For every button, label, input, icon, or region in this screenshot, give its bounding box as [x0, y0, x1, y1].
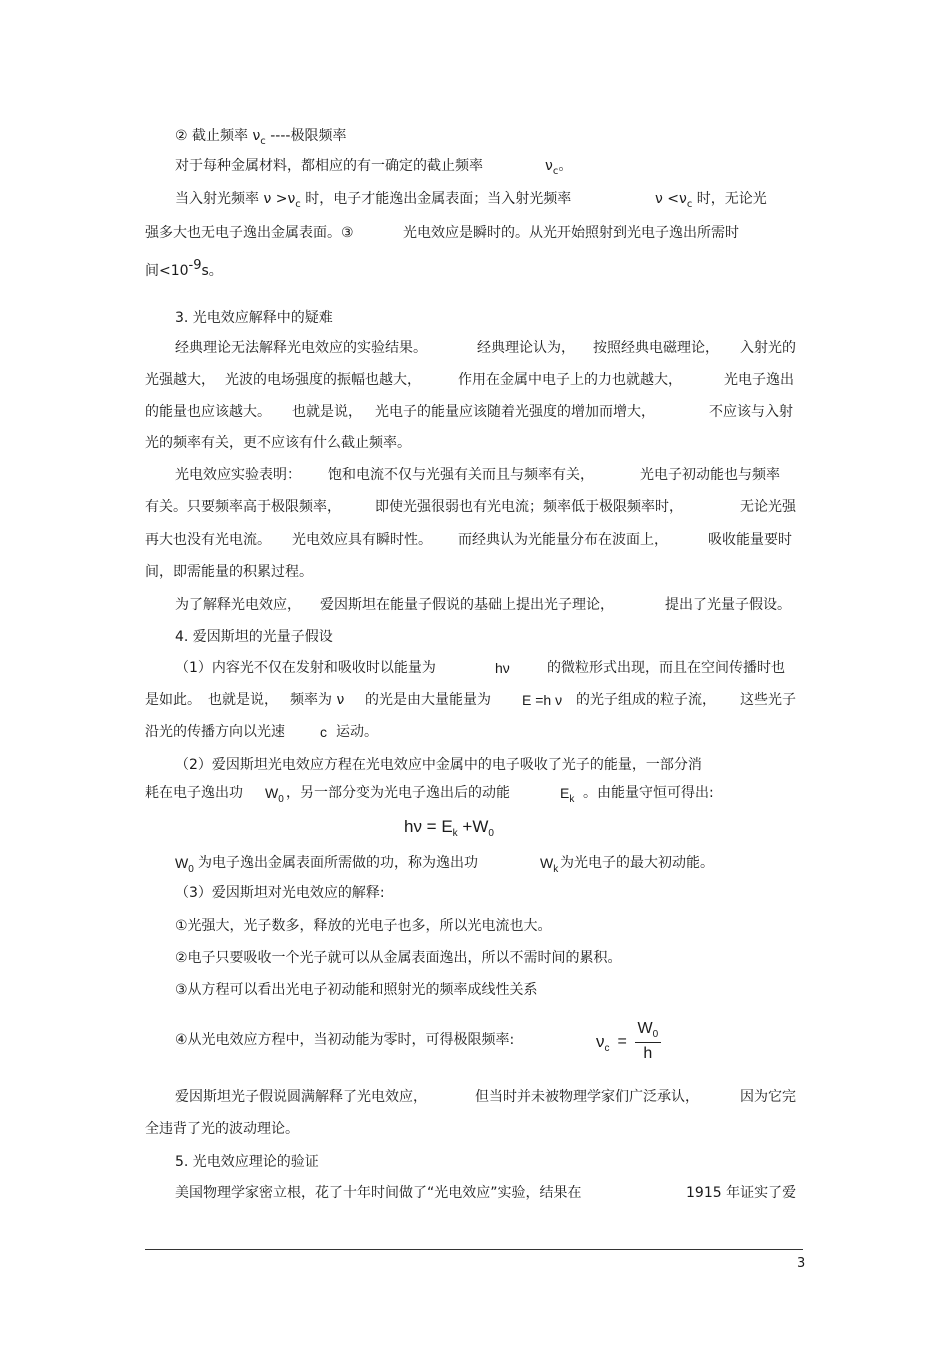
subscript: c: [686, 199, 693, 210]
para-line: [365, 690, 491, 710]
section-3-heading: [175, 308, 333, 328]
formula-photon-energy: [522, 690, 562, 710]
line-cutoff-symbol: [545, 156, 572, 178]
cutoff-frequency-formula: [596, 1019, 661, 1064]
line-instant-a: [145, 223, 354, 243]
para-line: [292, 530, 432, 550]
text: 耗在电子逸出功: [145, 785, 243, 801]
text: 沿光的传播方向以光速: [145, 724, 285, 740]
text: 也就是说，: [208, 692, 278, 708]
text: 饱和电流不仅与光强有关而且与频率有关，: [328, 467, 594, 483]
numerator: [638, 1019, 659, 1041]
text: 提出了光量子假设。: [665, 597, 791, 613]
text: W: [265, 785, 279, 801]
para-line: [145, 562, 313, 582]
subscript: k: [452, 828, 458, 839]
subscript: k: [553, 864, 559, 875]
text: 不应该与入射: [709, 404, 793, 420]
subscript: k: [569, 794, 575, 805]
text: ----极限频率: [265, 128, 347, 144]
text: ③从方程可以看出光电子初动能和照射光的频率成线性关系: [175, 982, 538, 998]
para-line: [175, 1087, 427, 1107]
para-line: [290, 690, 344, 710]
para-line: [458, 530, 668, 550]
para-line: [560, 853, 714, 873]
fraction: [635, 1019, 661, 1064]
text: 。: [558, 158, 573, 174]
line-condition-a: [175, 189, 571, 211]
subscript: 0: [278, 794, 284, 805]
para-line: [145, 722, 285, 742]
text: W: [637, 1020, 653, 1037]
para-line: [175, 465, 301, 485]
text: （3）爱因斯坦对光电效应的解释:: [175, 885, 385, 901]
text: ν: [596, 1031, 605, 1051]
para-line: [740, 1087, 796, 1107]
subscript: c: [295, 199, 301, 210]
text: （1）内容光不仅在发射和吸收时以能量为: [175, 660, 436, 676]
para-line: [583, 783, 714, 803]
para-line: [708, 530, 792, 550]
text: 光电效应实验表明：: [175, 467, 301, 483]
para-line: [175, 658, 436, 678]
para-line: [375, 402, 655, 422]
symbol-w0: [175, 853, 194, 876]
text: 。由能量守恒可得出:: [583, 785, 714, 801]
line-time: [145, 258, 223, 282]
text: 3. 光电效应解释中的疑难: [175, 310, 333, 326]
text: 经典理论认为，: [477, 340, 575, 356]
text: W: [540, 855, 554, 871]
text: +W: [462, 817, 489, 836]
text: 经典理论无法解释光电效应的实验结果。: [175, 340, 427, 356]
text: 间，即需能量的积累过程。: [145, 564, 313, 580]
text: 4. 爱因斯坦的光量子假设: [175, 629, 333, 645]
para-line: [175, 1183, 582, 1203]
para-line: [175, 338, 427, 358]
text: 而经典认为光能量分布在波面上，: [458, 532, 668, 548]
section-4-heading: [175, 627, 333, 647]
para-line: [375, 497, 683, 517]
para-line: [477, 338, 575, 358]
formula-h-nu: [495, 658, 510, 678]
subscript: 0: [488, 828, 494, 839]
line-instant-b: [403, 223, 739, 243]
text: 即使光强很弱也有光电流；频率低于极限频率时，: [375, 499, 683, 515]
para-line: [175, 755, 702, 775]
para-line: [458, 370, 682, 390]
text: 频率为 ν: [290, 692, 345, 708]
text: 光电子初动能也与频率: [640, 467, 780, 483]
para-line: [145, 402, 271, 422]
text: E: [560, 785, 570, 801]
text: 作用在金属中电子上的力也就越大，: [458, 372, 682, 388]
text: 光强越大，: [145, 372, 215, 388]
text: 当入射光频率 ν >ν: [175, 191, 296, 207]
text: 这些光子: [740, 692, 796, 708]
text: 光电子的能量应该随着光强度的增加而增大，: [375, 404, 655, 420]
list-item: [175, 948, 622, 968]
text: ①光强大，光子数多，释放的光电子也多，所以光电流也大。: [175, 918, 552, 934]
list-item: [175, 916, 552, 936]
para-line: [686, 1183, 796, 1203]
text: （2）爱因斯坦光电效应方程在光电效应中金属中的电子吸收了光子的能量，一部分消: [175, 757, 702, 773]
para-line: [198, 853, 478, 873]
text: ，另一部分变为光电子逸出后的动能: [286, 785, 510, 801]
text: 1915 年证实了爱: [686, 1185, 797, 1201]
subscript: c: [552, 166, 559, 177]
fraction-bar: [635, 1042, 661, 1043]
para-line: [145, 783, 243, 803]
symbol-ek: [560, 783, 574, 806]
para-line: [709, 402, 793, 422]
para-line: [547, 658, 785, 678]
text: 因为它完: [740, 1089, 796, 1105]
text: 为了解释光电效应，: [175, 597, 301, 613]
para-line: [665, 595, 791, 615]
section-5-heading: [175, 1152, 319, 1172]
text: s。: [201, 263, 223, 279]
para-line: [145, 530, 271, 550]
text: E =h ν: [522, 692, 563, 708]
line-condition-b: [655, 189, 767, 211]
text: 的微粒形式出现，而且在空间传播时也: [547, 660, 785, 676]
text: 爱因斯坦光子假说圆满解释了光电效应，: [175, 1089, 427, 1105]
text: 时，电子才能逸出金属表面；当入射光频率: [300, 191, 572, 207]
text: 光的频率有关，更不应该有什么截止频率。: [145, 435, 411, 451]
text: 再大也没有光电流。: [145, 532, 271, 548]
text: ②电子只要吸收一个光子就可以从金属表面逸出，所以不需时间的累积。: [175, 950, 622, 966]
text: 间<10: [145, 263, 189, 279]
text: 全违背了光的波动理论。: [145, 1121, 299, 1137]
line-cutoff-frequency: [175, 126, 346, 148]
para-line: [740, 690, 796, 710]
symbol-c: [320, 722, 327, 742]
text: 光电效应具有瞬时性。: [292, 532, 432, 548]
lhs: [596, 1032, 610, 1052]
text: ④从光电效应方程中，当初动能为零时，可得极限频率:: [175, 1032, 515, 1048]
text: 入射光的: [740, 340, 796, 356]
para-line: [145, 497, 341, 517]
text: 是如此。: [145, 692, 201, 708]
para-line: [286, 783, 510, 803]
symbol-wk: [540, 853, 558, 876]
para-line: [292, 402, 362, 422]
text: hν = E: [404, 817, 453, 836]
para-line: [740, 497, 796, 517]
superscript: -9: [188, 258, 202, 273]
text: 吸收能量要时: [708, 532, 792, 548]
text: 为电子逸出金属表面所需做的功，称为逸出功: [198, 855, 478, 871]
para-line: [328, 465, 594, 485]
subscript: c: [260, 136, 266, 147]
text: 光波的电场强度的振幅也越大，: [225, 372, 421, 388]
text: 光电效应是瞬时的。从光开始照射到光电子逸出所需时: [403, 225, 739, 241]
text: 有关。只要频率高于极限频率，: [145, 499, 341, 515]
text: 对于每种金属材料，都相应的有一确定的截止频率: [175, 158, 483, 174]
subscript: 0: [652, 1029, 659, 1040]
text: 的能量也应该越大。: [145, 404, 271, 420]
text: 也就是说，: [292, 404, 362, 420]
denominator: h: [643, 1045, 653, 1062]
text: 的光子组成的粒子流，: [576, 692, 716, 708]
para-line: [724, 370, 794, 390]
text: 光电子逸出: [724, 372, 794, 388]
einstein-equation: [404, 817, 494, 840]
text: 爱因斯坦在能量子假说的基础上提出光子理论，: [320, 597, 614, 613]
subscript: c: [604, 1042, 610, 1054]
text: 但当时并未被物理学家们广泛承认，: [475, 1089, 699, 1105]
para-line: [175, 883, 385, 903]
footer-rule: [145, 1249, 803, 1250]
para-line: [475, 1087, 699, 1107]
para-line: [145, 1119, 299, 1139]
subscript: 0: [188, 864, 194, 875]
text: 3: [797, 1256, 806, 1271]
text: ν: [545, 158, 553, 174]
text: hν: [495, 660, 510, 676]
para-line: [145, 690, 201, 710]
text: 时，无论光: [692, 191, 767, 207]
symbol-w0: [265, 783, 284, 806]
para-line: [145, 370, 215, 390]
text: 5. 光电效应理论的验证: [175, 1154, 319, 1170]
text: 运动。: [336, 724, 378, 740]
para-line: [576, 690, 716, 710]
list-item: [175, 1030, 514, 1050]
equals-sign: =: [617, 1032, 627, 1050]
para-line: [320, 595, 614, 615]
para-line: [593, 338, 719, 358]
para-line: [175, 595, 301, 615]
text: ν <ν: [655, 191, 687, 207]
para-line: [145, 433, 411, 453]
line-cutoff-definition: [175, 156, 483, 176]
para-line: [208, 690, 278, 710]
list-item: [175, 980, 538, 1000]
text: 为光电子的最大初动能。: [560, 855, 714, 871]
text: ② 截止频率 ν: [175, 128, 261, 144]
text: 强多大也无电子逸出金属表面。③: [145, 225, 354, 241]
page-number: [797, 1254, 805, 1274]
para-line: [225, 370, 421, 390]
para-line: [740, 338, 796, 358]
text: 无论光强: [740, 499, 796, 515]
para-line: [640, 465, 780, 485]
text: 按照经典电磁理论，: [593, 340, 719, 356]
text: 美国物理学家密立根，花了十年时间做了“光电效应”实验，结果在: [175, 1185, 582, 1201]
text: 的光是由大量能量为: [365, 692, 491, 708]
text: c: [320, 724, 327, 740]
para-line: [336, 722, 378, 742]
text: W: [175, 855, 189, 871]
